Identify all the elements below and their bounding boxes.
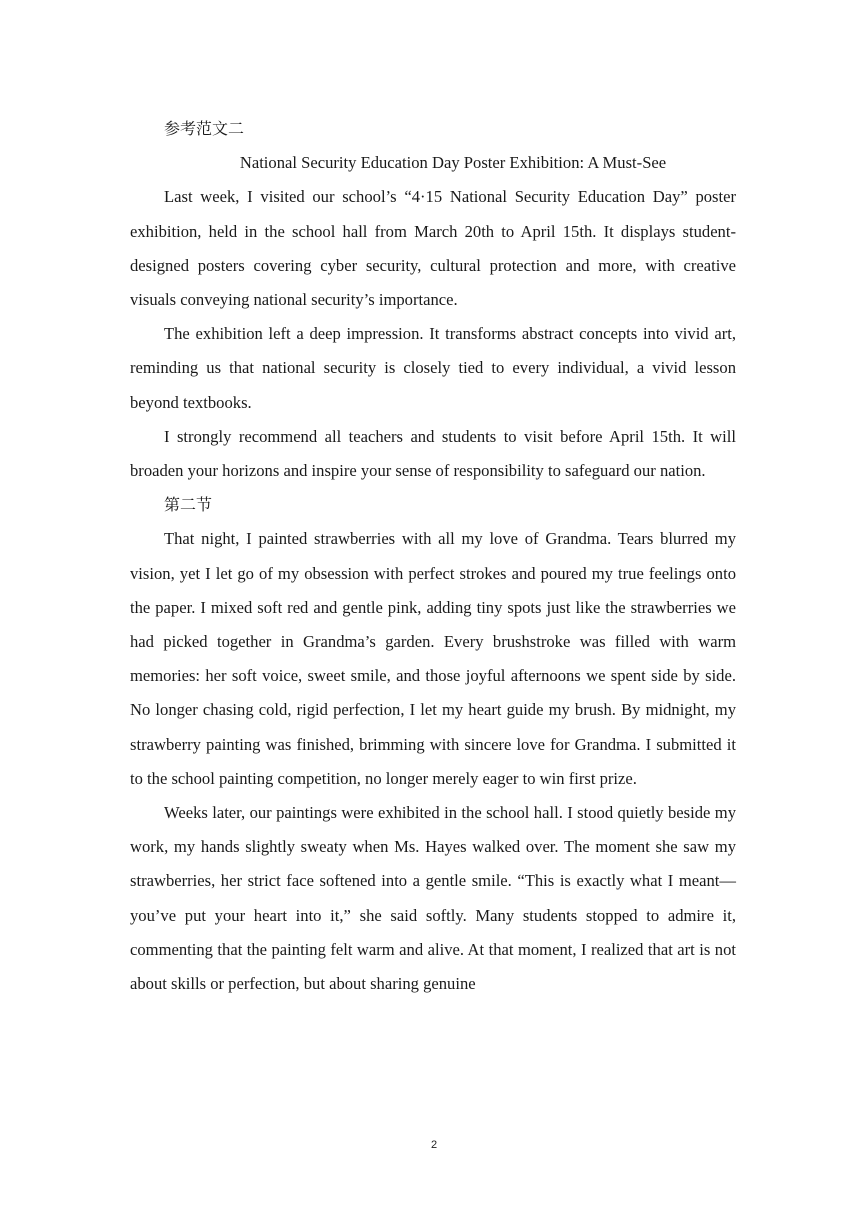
essay-title: National Security Education Day Poster Exhibition: A Must-See — [239, 153, 667, 173]
page-content — [130, 112, 736, 1001]
story-paragraph-1: That night, I painted strawberries with all my love of Grandma. Tears blurred my vision, yet I let go of my obsession with perfect strokes and poured my true feelings onto the paper. I mixed soft red and gentle pink, adding tiny spots just like the strawberries we had picked together in Grandma’s garden. Every brushstroke was filled with warm memories: her soft voice, sweet smile, and those joyful afternoons we spent side by side. No longer chasing cold, rigid perfection, I let my heart guide my brush. By midnight, my strawberry painting was finished, brimming with sincere love for Grandma. I submitted it to the school painting competition, no longer merely eager to win first prize. — [130, 529, 736, 788]
essay-paragraph-3: I strongly recommend all teachers and students to visit before April 15th. It will broaden your horizons and inspire your sense of responsibility to safeguard our nation. — [130, 426, 736, 481]
section-heading-part-two: 第二节 — [164, 495, 213, 515]
section-heading-reference-essay: 参考范文二 — [164, 119, 245, 138]
essay-paragraph-2: The exhibition left a deep impression. It transforms abstract concepts into vivid art, reminding us that national security is closely tied to every individual, a vivid lesson beyond textbooks. — [130, 324, 736, 412]
story-paragraph-2: Weeks later, our paintings were exhibited in the school hall. I stood quietly beside my work, my hands slightly sweaty when Ms. Hayes walked over. The moment she saw my strawberries, her strict face softened into a gentle smile. “This is exactly what I meant—you’ve put your heart into it,” she said softly. Many students stopped to admire it, commenting that the painting felt warm and alive. At that moment, I realized that art is not about skills or perfection, but about sharing genuine — [130, 803, 736, 994]
essay-paragraph-1: Last week, I visited our school’s “4·15 National Security Education Day” poster exhibition, held in the school hall from March 20th to April 15th. It displays student-designed posters covering cyber security, cultural protection and more, with creative visuals conveying national security’s importance. — [130, 187, 736, 310]
page-number: 2 — [430, 1139, 438, 1151]
